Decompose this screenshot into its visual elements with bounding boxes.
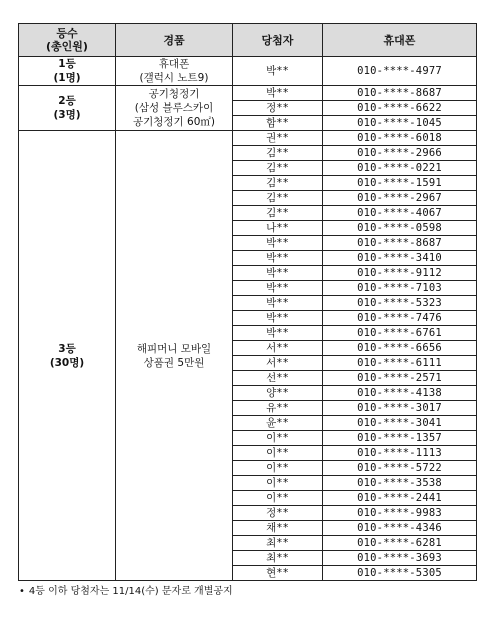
winner-phone-cell: 010-****-3538 xyxy=(323,476,477,491)
winner-phone-cell: 010-****-2571 xyxy=(323,371,477,386)
winner-name-cell: 박** xyxy=(233,311,323,326)
winner-name-cell: 서** xyxy=(233,341,323,356)
winner-name-cell: 박** xyxy=(233,281,323,296)
winner-phone-cell: 010-****-2967 xyxy=(323,191,477,206)
winner-name-cell: 김** xyxy=(233,146,323,161)
header-prize: 경품 xyxy=(116,24,233,57)
winner-name-cell: 이** xyxy=(233,491,323,506)
winners-table xyxy=(18,23,477,581)
winner-phone-cell: 010-****-3693 xyxy=(323,551,477,566)
winner-phone-cell: 010-****-5305 xyxy=(323,566,477,581)
winner-name-cell: 서** xyxy=(233,356,323,371)
winner-name-cell: 김** xyxy=(233,161,323,176)
winner-name-cell: 양** xyxy=(233,386,323,401)
winner-phone-cell: 010-****-1591 xyxy=(323,176,477,191)
winner-phone-cell: 010-****-9112 xyxy=(323,266,477,281)
table-row xyxy=(19,131,477,146)
winner-phone-cell: 010-****-4346 xyxy=(323,521,477,536)
winner-name-cell: 현** xyxy=(233,566,323,581)
winner-phone-cell: 010-****-8687 xyxy=(323,236,477,251)
rank-cell: 3등 (30명) xyxy=(19,131,116,581)
header-rank: 등수 (총인원) xyxy=(19,24,116,57)
winner-phone-cell: 010-****-1045 xyxy=(323,116,477,131)
footnote-text: 4등 이하 당첨자는 11/14(수) 문자로 개별공지 xyxy=(28,586,233,597)
header-phone: 휴대폰 xyxy=(323,24,477,57)
winner-phone-cell: 010-****-8687 xyxy=(323,86,477,101)
bullet-icon: • xyxy=(19,586,25,597)
winner-phone-cell: 010-****-4138 xyxy=(323,386,477,401)
table-body xyxy=(19,57,477,581)
winner-name-cell: 정** xyxy=(233,506,323,521)
winner-phone-cell: 010-****-6281 xyxy=(323,536,477,551)
table-header-row xyxy=(19,24,477,57)
rank-cell: 2등 (3명) xyxy=(19,86,116,131)
winner-phone-cell: 010-****-6622 xyxy=(323,101,477,116)
winner-name-cell: 이** xyxy=(233,476,323,491)
winner-name-cell: 이** xyxy=(233,461,323,476)
winner-name-cell: 박** xyxy=(233,86,323,101)
winner-name-cell: 나** xyxy=(233,221,323,236)
winner-name-cell: 박** xyxy=(233,296,323,311)
winner-phone-cell: 010-****-0221 xyxy=(323,161,477,176)
prize-cell: 공기청정기 (삼성 블루스카이 공기청정기 60㎡) xyxy=(116,86,233,131)
winner-phone-cell: 010-****-9983 xyxy=(323,506,477,521)
winner-name-cell: 박** xyxy=(233,236,323,251)
winner-name-cell: 유** xyxy=(233,401,323,416)
winner-phone-cell: 010-****-0598 xyxy=(323,221,477,236)
prize-cell: 해피머니 모바일 상품권 5만원 xyxy=(116,131,233,581)
winner-phone-cell: 010-****-3041 xyxy=(323,416,477,431)
winner-name-cell: 함** xyxy=(233,116,323,131)
footnote xyxy=(19,582,233,597)
winner-phone-cell: 010-****-6761 xyxy=(323,326,477,341)
table-row xyxy=(19,57,477,86)
winner-name-cell: 이** xyxy=(233,431,323,446)
winner-name-cell: 정** xyxy=(233,101,323,116)
winner-name-cell: 권** xyxy=(233,131,323,146)
prize-cell: 휴대폰 (갤럭시 노트9) xyxy=(116,57,233,86)
winner-name-cell: 김** xyxy=(233,176,323,191)
winner-name-cell: 박** xyxy=(233,326,323,341)
winner-phone-cell: 010-****-4977 xyxy=(323,57,477,86)
winner-name-cell: 박** xyxy=(233,251,323,266)
winner-phone-cell: 010-****-2966 xyxy=(323,146,477,161)
winner-phone-cell: 010-****-2441 xyxy=(323,491,477,506)
winner-name-cell: 최** xyxy=(233,551,323,566)
winner-name-cell: 최** xyxy=(233,536,323,551)
winner-phone-cell: 010-****-6111 xyxy=(323,356,477,371)
winner-phone-cell: 010-****-1113 xyxy=(323,446,477,461)
winner-phone-cell: 010-****-5722 xyxy=(323,461,477,476)
winner-name-cell: 선** xyxy=(233,371,323,386)
winner-name-cell: 김** xyxy=(233,206,323,221)
table-row xyxy=(19,86,477,101)
winner-phone-cell: 010-****-6656 xyxy=(323,341,477,356)
winner-phone-cell: 010-****-7103 xyxy=(323,281,477,296)
winner-phone-cell: 010-****-3017 xyxy=(323,401,477,416)
header-winner: 당첨자 xyxy=(233,24,323,57)
winner-phone-cell: 010-****-1357 xyxy=(323,431,477,446)
winner-phone-cell: 010-****-7476 xyxy=(323,311,477,326)
winner-phone-cell: 010-****-6018 xyxy=(323,131,477,146)
winner-phone-cell: 010-****-5323 xyxy=(323,296,477,311)
winner-name-cell: 박** xyxy=(233,57,323,86)
winner-name-cell: 이** xyxy=(233,446,323,461)
winner-name-cell: 윤** xyxy=(233,416,323,431)
winner-name-cell: 채** xyxy=(233,521,323,536)
rank-cell: 1등 (1명) xyxy=(19,57,116,86)
winner-phone-cell: 010-****-4067 xyxy=(323,206,477,221)
winner-name-cell: 김** xyxy=(233,191,323,206)
winner-name-cell: 박** xyxy=(233,266,323,281)
winner-phone-cell: 010-****-3410 xyxy=(323,251,477,266)
